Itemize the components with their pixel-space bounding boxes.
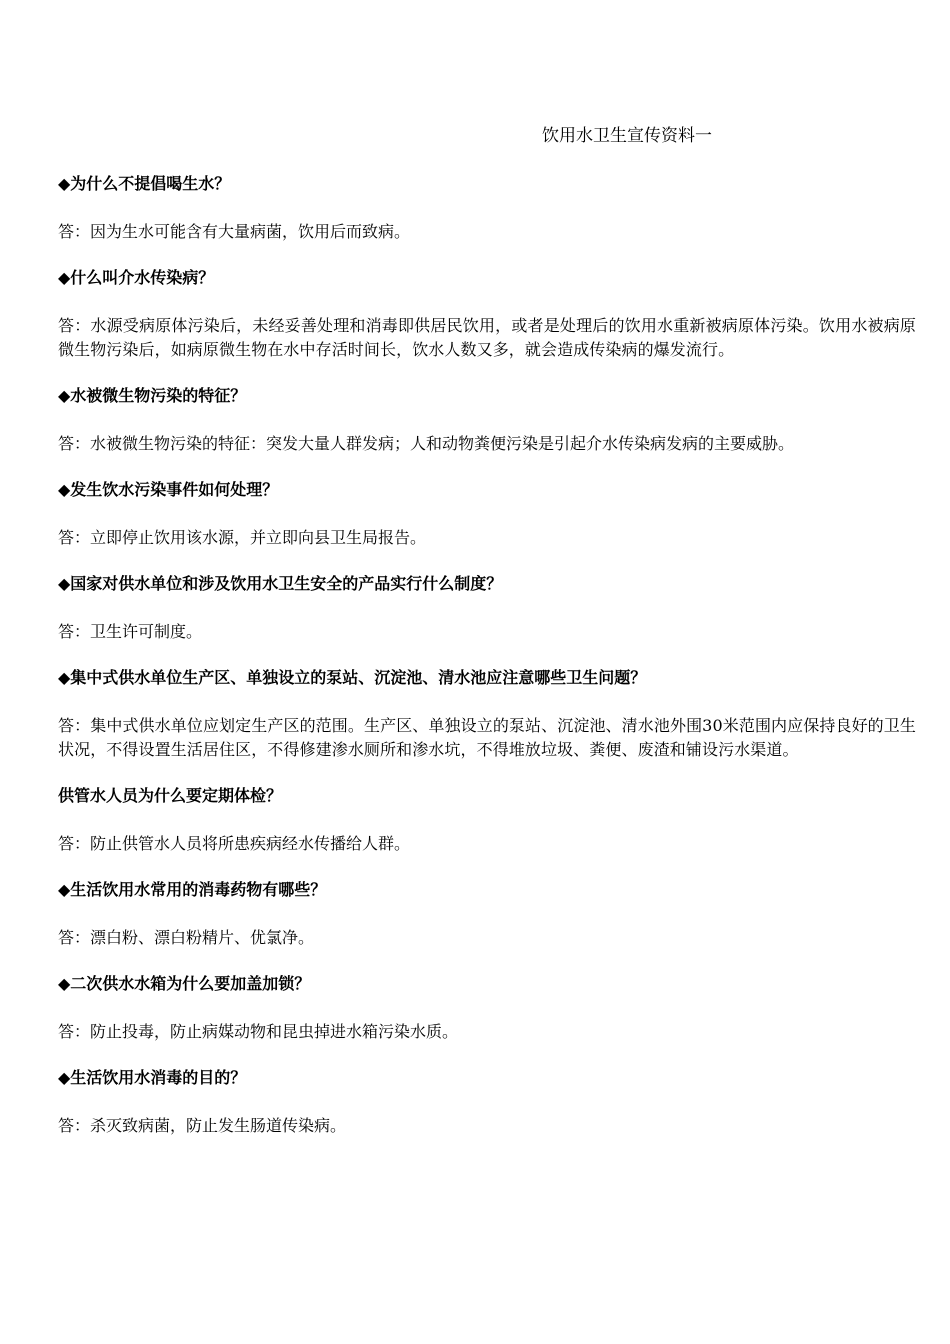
question-7: 供管水人员为什么要定期体检？ — [58, 786, 283, 805]
question-6: ◆集中式供水单位生产区、单独设立的泵站、沉淀池、清水池应注意哪些卫生问题？ — [58, 668, 647, 687]
answer-3: 答：水被微生物污染的特征：突发大量人群发病；人和动物粪便污染是引起介水传染病发病的主要威胁。 — [58, 434, 795, 453]
question-4: ◆发生饮水污染事件如何处理？ — [58, 480, 279, 499]
answer-9: 答：防止投毒，防止病媒动物和昆虫掉进水箱污染水质。 — [58, 1022, 459, 1041]
answer-10: 答：杀灭致病菌，防止发生肠道传染病。 — [58, 1116, 347, 1135]
question-5: ◆国家对供水单位和涉及饮用水卫生安全的产品实行什么制度？ — [58, 574, 503, 593]
answer-5: 答：卫生许可制度。 — [58, 622, 203, 641]
answer-2: 答：水源受病原体污染后，未经妥善处理和消毒即供居民饮用，或者是处理后的饮用水重新被病原体污染。饮用水被病原微生物污染后，如病原微生物在水中存活时间长，饮水人数又多，就会造成传染病的爆发流行。 — [58, 316, 916, 359]
question-1: ◆为什么不提倡喝生水？ — [58, 174, 231, 193]
question-3: ◆水被微生物污染的特征？ — [58, 386, 247, 405]
question-2: ◆什么叫介水传染病？ — [58, 268, 215, 287]
answer-6: 答：集中式供水单位应划定生产区的范围。生产区、单独设立的泵站、沉淀池、清水池外围30米范围内应保持良好的卫生状况，不得设置生活居住区，不得修建渗水厕所和渗水坑，不得堆放垃圾、粪便、废渣和铺设污水渠道。 — [58, 716, 916, 759]
answer-7: 答：防止供管水人员将所患疾病经水传播给人群。 — [58, 834, 411, 853]
answer-8: 答：漂白粉、漂白粉精片、优氯净。 — [58, 928, 315, 947]
answer-1: 答：因为生水可能含有大量病菌，饮用后而致病。 — [58, 222, 411, 241]
answer-4: 答：立即停止饮用该水源，并立即向县卫生局报告。 — [58, 528, 427, 547]
question-8: ◆生活饮用水常用的消毒药物有哪些？ — [58, 880, 327, 899]
question-9: ◆二次供水水箱为什么要加盖加锁？ — [58, 974, 311, 993]
question-10: ◆生活饮用水消毒的目的？ — [58, 1068, 247, 1087]
qa-list — [58, 174, 916, 1162]
document-title: 饮用水卫生宣传资料一 — [542, 126, 712, 146]
